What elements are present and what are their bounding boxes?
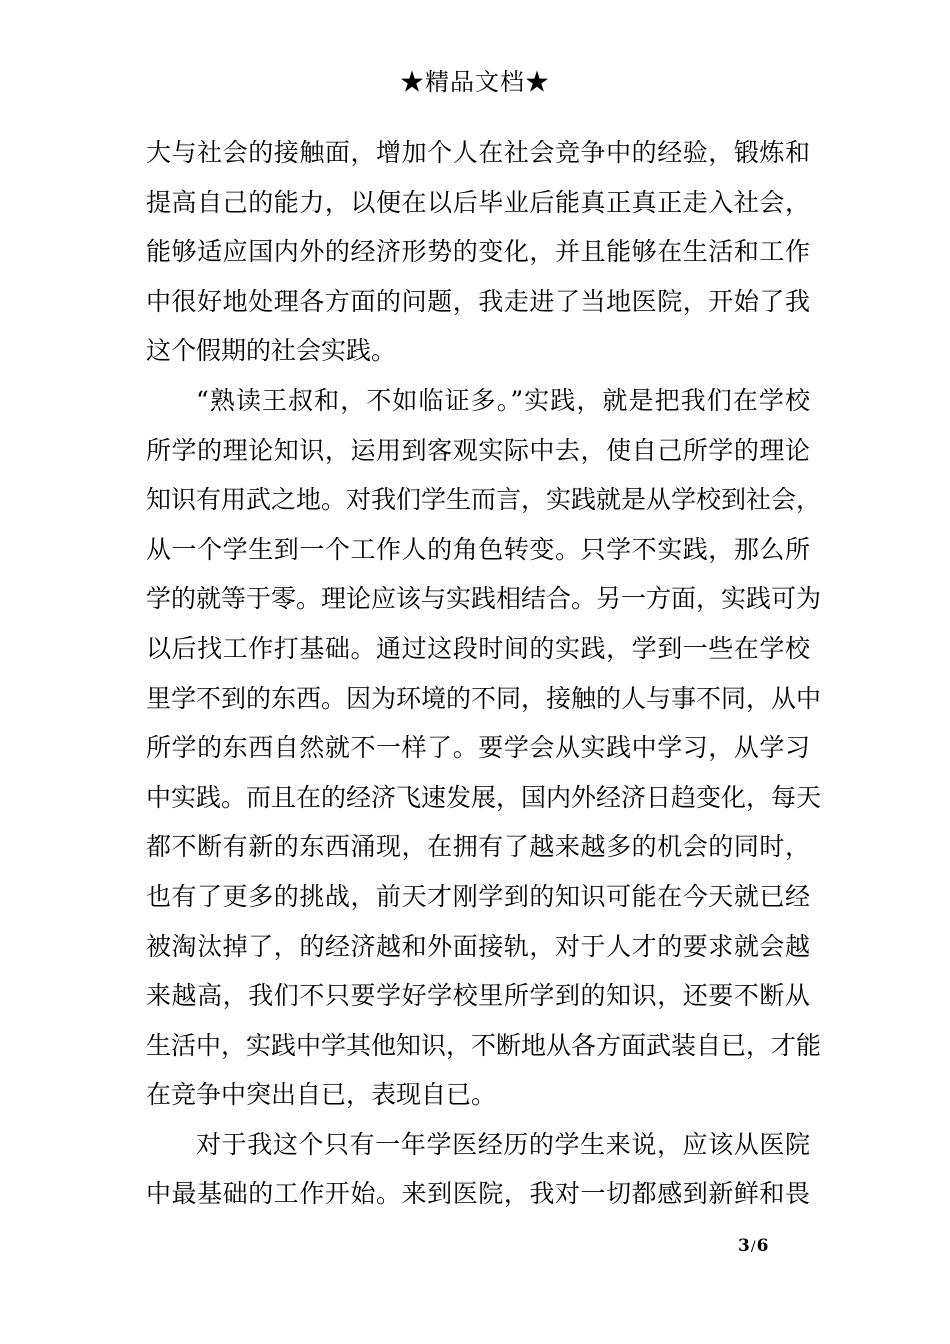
text-line: 学的就等于零。理论应该与实践相结合。另一方面，实践可为 [146, 584, 822, 614]
text-line: 对于我这个只有一年学医经历的学生来说，应该从医院 [196, 1129, 810, 1159]
header-title: ★精品文档★ [400, 68, 550, 96]
text-line: 提高自己的能力，以便在以后毕业后能真正真正走入社会， [146, 187, 810, 217]
text-line: 来越高，我们不只要学好学校里所学到的知识，还要不断从 [146, 981, 810, 1011]
text-line: 都不断有新的东西涌现，在拥有了越来越多的机会的同时， [146, 832, 810, 862]
text-line: 中实践。而且在的经济飞速发展，国内外经济日趋变化，每天 [146, 782, 822, 812]
text-line: 以后找工作打基础。通过这段时间的实践，学到一些在学校 [146, 633, 810, 663]
text-line: 这个假期的社会实践。 [146, 336, 397, 366]
paragraph [146, 1120, 810, 1219]
page-separator: / [750, 1239, 756, 1255]
text-line: 知识有用武之地。对我们学生而言，实践就是从学校到社会， [146, 485, 822, 515]
text-line: 能够适应国内外的经济形势的变化，并且能够在生活和工作 [146, 237, 810, 267]
text-line: 大与社会的接触面，增加个人在社会竞争中的经验，锻炼和 [146, 138, 810, 167]
page-total: 6 [756, 1236, 769, 1256]
text-line: 中最基础的工作开始。来到医院，我对一切都感到新鲜和畏 [146, 1179, 810, 1209]
text-line: 中很好地处理各方面的问题，我走进了当地医院，开始了我 [146, 286, 810, 316]
page-number [738, 1234, 768, 1259]
page-current: 3 [738, 1236, 750, 1256]
paragraph [146, 128, 810, 376]
text-line: 所学的理论知识，运用到客观实际中去，使自己所学的理论 [146, 435, 810, 465]
paragraph [146, 376, 822, 1120]
text-line: 生活中，实践中学其他知识，不断地从各方面武装自已，才能 [146, 1030, 822, 1060]
page-header [0, 62, 950, 102]
text-line: 里学不到的东西。因为环境的不同，接触的人与事不同，从中 [146, 683, 822, 713]
text-line: 被淘汰掉了，的经济越和外面接轨，对于人才的要求就会越 [146, 931, 810, 961]
text-line: 所学的东西自然就不一样了。要学会从实践中学习，从学习 [146, 733, 810, 763]
text-line: 在竞争中突出自已，表现自已。 [146, 1080, 497, 1110]
text-line: 从一个学生到一个工作人的角色转变。只学不实践，那么所 [146, 534, 810, 564]
text-line: 也有了更多的挑战，前天才刚学到的知识可能在今天就已经 [146, 881, 810, 911]
document-body [146, 128, 822, 1219]
text-line: “熟读王叔和，不如临证多。”实践，就是把我们在学校 [196, 385, 810, 415]
